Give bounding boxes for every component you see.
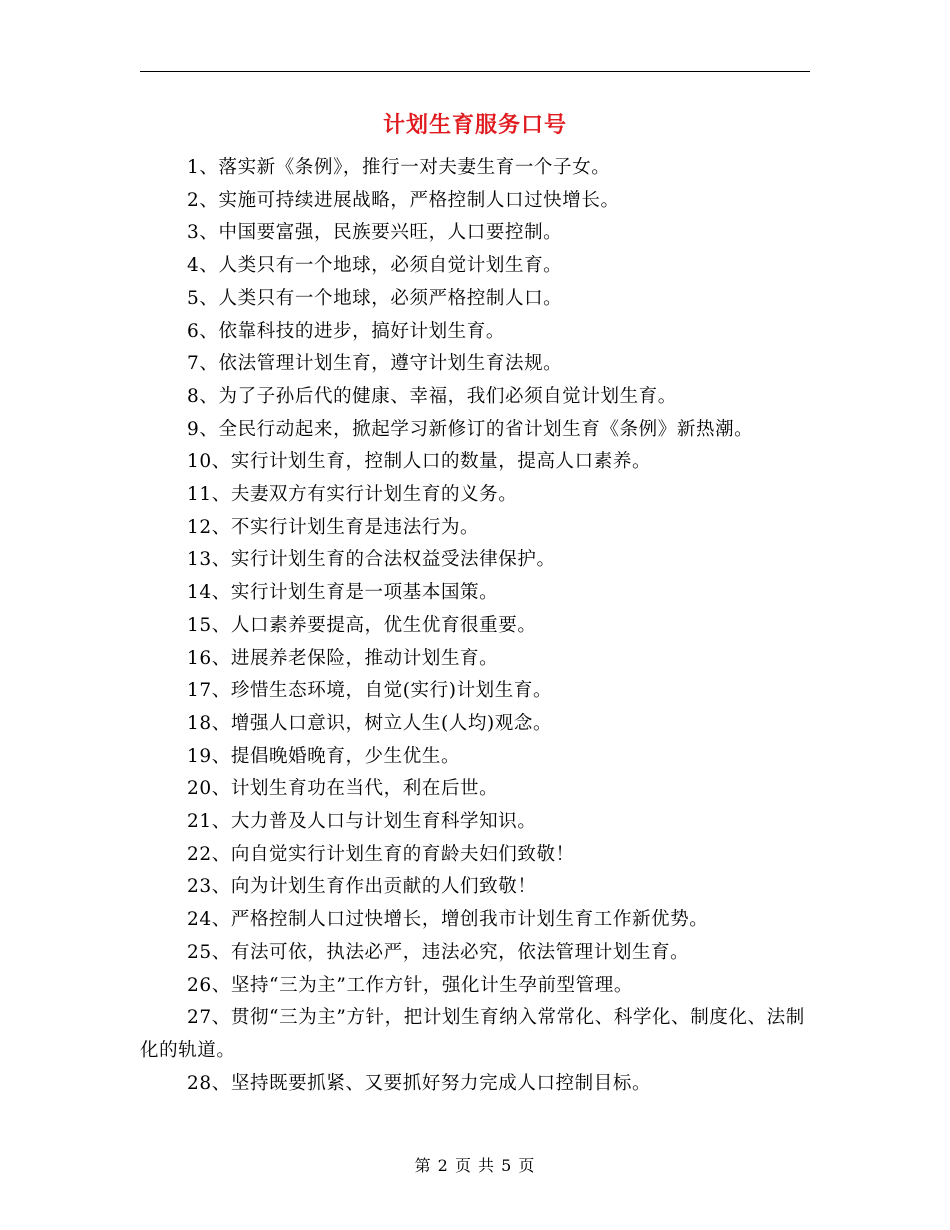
list-item: 7、依法管理计划生育，遵守计划生育法规。 bbox=[187, 353, 563, 375]
list-item: 23、向为计划生育作出贡献的人们致敬！ bbox=[187, 876, 537, 898]
list-item: 22、向自觉实行计划生育的育龄夫妇们致敬！ bbox=[187, 843, 575, 865]
list-item: 6、依靠科技的进步，搞好计划生育。 bbox=[187, 320, 505, 342]
list-item: 9、全民行动起来，掀起学习新修订的省计划生育《条例》新热潮。 bbox=[187, 418, 754, 440]
list-item: 11、夫妻双方有实行计划生育的义务。 bbox=[187, 484, 518, 506]
list-item: 1、落实新《条例》，推行一对夫妻生育一个子女。 bbox=[187, 157, 611, 178]
list-item: 19、提倡晚婚晚育，少生优生。 bbox=[187, 745, 461, 767]
list-item: 12、不实行计划生育是违法行为。 bbox=[187, 516, 480, 538]
list-item: 20、计划生育功在当代，利在后世。 bbox=[187, 778, 499, 800]
document-title: 计划生育服务口号 bbox=[382, 112, 567, 138]
list-item: 28、坚持既要抓紧、又要抓好努力完成人口控制目标。 bbox=[187, 1072, 652, 1094]
list-item: 15、人口素养要提高，优生优育很重要。 bbox=[187, 614, 537, 636]
slogan-list bbox=[140, 152, 820, 1100]
list-item: 25、有法可依，执法必严，违法必究，依法管理计划生育。 bbox=[187, 941, 690, 963]
list-item: 14、实行计划生育是一项基本国策。 bbox=[187, 582, 499, 604]
list-item: 16、进展养老保险，推动计划生育。 bbox=[187, 647, 499, 669]
list-item: 21、大力普及人口与计划生育科学知识。 bbox=[187, 811, 537, 833]
list-item: 8、为了子孙后代的健康、幸福，我们必须自觉计划生育。 bbox=[187, 385, 677, 407]
list-item: 18、增强人口意识，树立人生(人均)观念。 bbox=[187, 712, 553, 734]
list-item: 10、实行计划生育，控制人口的数量，提高人口素养。 bbox=[187, 451, 652, 473]
list-item: 17、珍惜生态环境，自觉(实行)计划生育。 bbox=[187, 680, 553, 702]
header-rule bbox=[140, 71, 810, 72]
list-item: 2、实施可持续进展战略，严格控制人口过快增长。 bbox=[187, 189, 620, 211]
page-number: 第 2 页 共 5 页 bbox=[414, 1156, 536, 1175]
list-item: 13、实行计划生育的合法权益受法律保护。 bbox=[187, 549, 556, 571]
list-item: 24、严格控制人口过快增长，增创我市计划生育工作新优势。 bbox=[187, 909, 709, 931]
list-item: 4、人类只有一个地球，必须自觉计划生育。 bbox=[187, 255, 563, 277]
list-item: 3、中国要富强，民族要兴旺，人口要控制。 bbox=[187, 222, 563, 244]
list-item: 27、贯彻“三为主”方针，把计划生育纳入常常化、科学化、制度化、法制化的轨道。 bbox=[140, 1007, 805, 1061]
list-item: 5、人类只有一个地球，必须严格控制人口。 bbox=[187, 287, 563, 309]
list-item: 26、坚持“三为主”工作方针，强化计生孕前型管理。 bbox=[187, 974, 633, 996]
